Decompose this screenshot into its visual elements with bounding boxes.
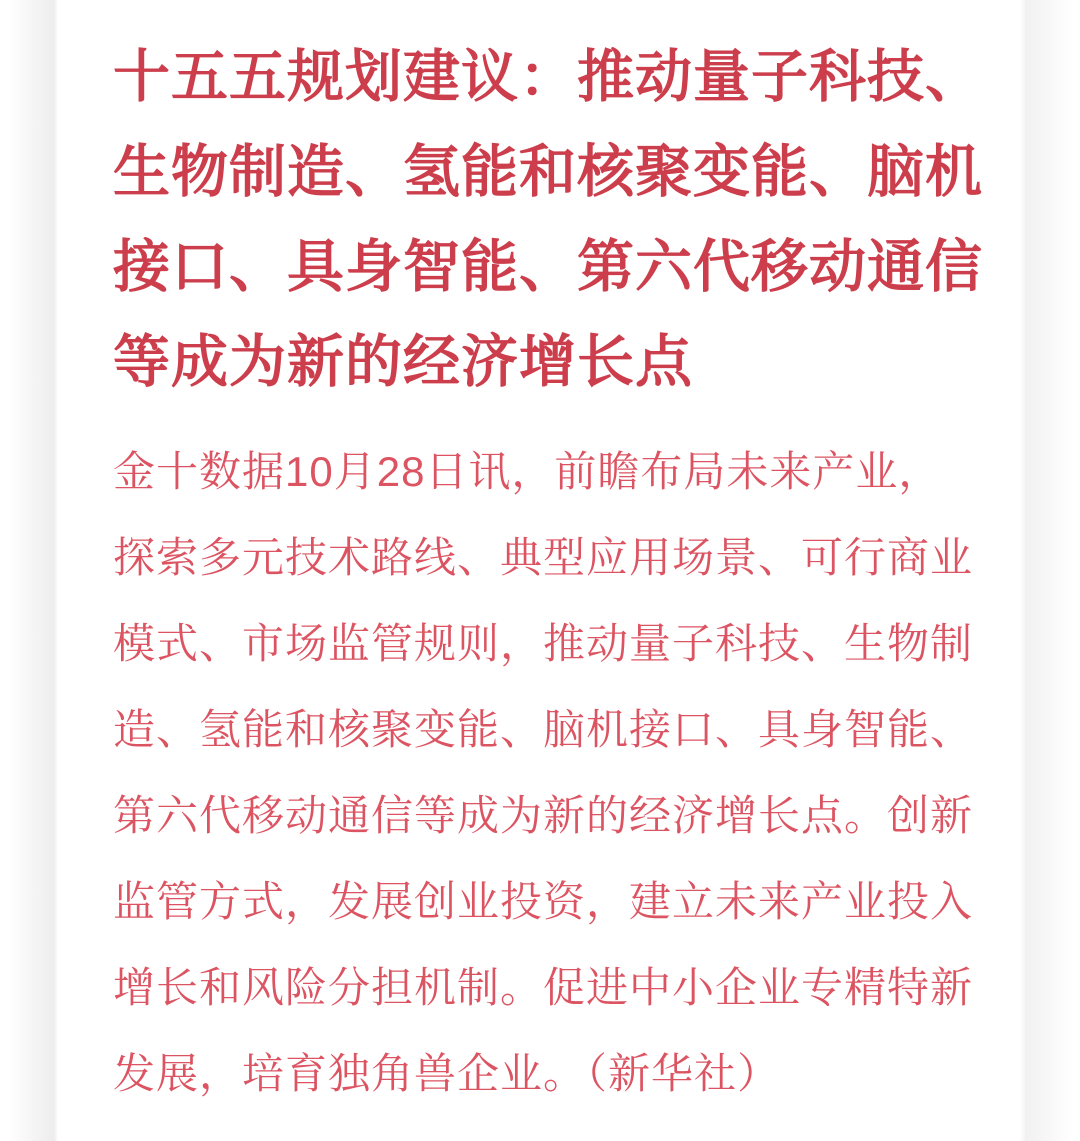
article-body-line: 模式、市场监管规则，推动量子科技、生物制 (113, 620, 974, 667)
article-body-line: 发展，培育独角兽企业。（新华社） (113, 1050, 781, 1097)
article-title-line: 等成为新的经济增长点 (113, 331, 693, 394)
article-body-line: 金十数据10月28日讯，前瞻布局未来产业， (113, 448, 942, 495)
article-title-line: 生物制造、氢能和核聚变能、脑机 (113, 141, 983, 204)
article-body-line: 探索多元技术路线、典型应用场景、可行商业 (113, 534, 974, 581)
article-title-line: 十五五规划建议：推动量子科技、 (113, 46, 983, 109)
article-title (113, 30, 983, 410)
article-body (113, 429, 980, 1117)
article-body-line: 监管方式，发展创业投资，建立未来产业投入 (113, 878, 974, 925)
article-body-line: 增长和风险分担机制。促进中小企业专精特新 (113, 964, 974, 1011)
article-title-line: 接口、具身智能、第六代移动通信 (113, 236, 983, 299)
article-body-line: 第六代移动通信等成为新的经济增长点。创新 (113, 792, 974, 839)
article-body-line: 造、氢能和核聚变能、脑机接口、具身智能、 (113, 706, 974, 753)
